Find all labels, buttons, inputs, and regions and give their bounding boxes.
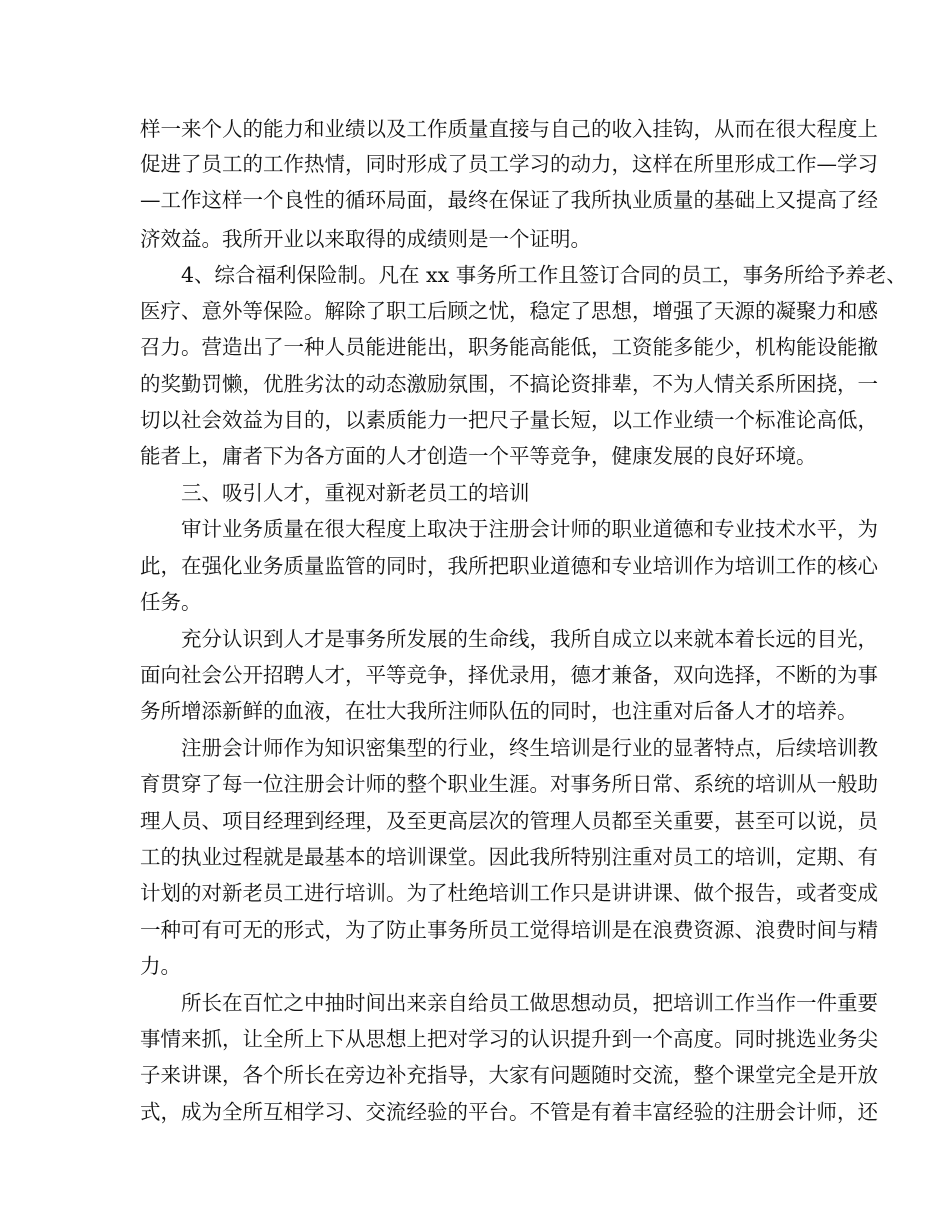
text-line: [0, 1098, 950, 1126]
text-line: [0, 333, 950, 361]
line-text: 切以社会效益为目的，以素质能力一把尺子量长短，以工作业绩一个标准论高低，: [140, 408, 878, 432]
text-line: [0, 807, 950, 835]
section-heading-text: 三、吸引人才，重视对新老员工的培训: [181, 481, 530, 505]
line-text: 事情来抓，让全所上下从思想上把对学习的认识提升到一个高度。同时挑选业务尖: [140, 1027, 878, 1051]
text-line: [0, 261, 950, 289]
text-line: [0, 734, 950, 762]
text-line: [0, 916, 950, 944]
text-line: [0, 552, 950, 580]
text-line: [0, 625, 950, 653]
text-line: [0, 515, 950, 543]
line-text: 注册会计师作为知识密集型的行业，终生培训是行业的显著特点，后续培训教: [181, 736, 878, 760]
text-line: [0, 370, 950, 398]
text-line: [0, 952, 950, 980]
line-text: 促进了员工的工作热情，同时形成了员工学习的动力，这样在所里形成工作—学习: [140, 152, 878, 176]
line-text: —工作这样一个良性的循环局面，最终在保证了我所执业质量的基础上又提高了经: [140, 188, 878, 212]
text-line: [0, 406, 950, 434]
text-line: [0, 843, 950, 871]
line-text: 济效益。我所开业以来取得的成绩则是一个证明。: [140, 227, 591, 251]
text-line: [0, 1025, 950, 1053]
line-text: 任务。: [140, 590, 202, 614]
line-text: 理人员、项目经理到经理，及至更高层次的管理人员都至关重要，甚至可以说，员: [140, 809, 878, 833]
line-text: 务所增添新鲜的血液，在壮大我所注师队伍的同时，也注重对后备人才的培养。: [140, 699, 858, 723]
text-line: [0, 661, 950, 689]
section-heading: [0, 479, 950, 507]
line-text: 育贯穿了每一位注册会计师的整个职业生涯。对事务所日常、系统的培训从一般助: [140, 772, 878, 796]
line-text: 面向社会公开招聘人才，平等竞争，择优录用，德才兼备，双向选择，不断的为事: [140, 663, 878, 687]
line-text: 子来讲课，各个所长在旁边补充指导，大家有问题随时交流，整个课堂完全是开放: [140, 1063, 878, 1087]
line-text: 工的执业过程就是最基本的培训课堂。因此我所特别注重对员工的培训，定期、有: [140, 845, 878, 869]
line-text: 式，成为全所互相学习、交流经验的平台。不管是有着丰富经验的注册会计师，还: [140, 1100, 878, 1124]
text-line: [0, 697, 950, 725]
text-line: [0, 1061, 950, 1089]
line-text: 所长在百忙之中抽时间出来亲自给员工做思想动员，把培训工作当作一件重要: [181, 991, 878, 1015]
line-text: 的奖勤罚懒，优胜劣汰的动态激励氛围，不搞论资排辈，不为人情关系所困挠，一: [140, 372, 878, 396]
line-text: 医疗、意外等保险。解除了职工后顾之忧，稳定了思想，增强了天源的凝聚力和感: [140, 299, 878, 323]
text-line: [0, 186, 950, 214]
text-line: [0, 989, 950, 1017]
line-text: 计划的对新老员工进行培训。为了杜绝培训工作只是讲讲课、做个报告，或者变成: [140, 881, 878, 905]
line-text: 能者上，庸者下为各方面的人才创造一个平等竞争，健康发展的良好环境。: [140, 444, 817, 468]
text-line: [0, 588, 950, 616]
text-line: [0, 442, 950, 470]
line-text: 审计业务质量在很大程度上取决于注册会计师的职业道德和专业技术水平，为: [181, 517, 878, 541]
text-line: [0, 115, 950, 143]
line-text: 4、综合福利保险制。凡在 xx 事务所工作且签订合同的员工，事务所给予养老、: [181, 263, 907, 287]
line-text: 力。: [140, 954, 181, 978]
text-line: [0, 879, 950, 907]
text-line: [0, 225, 950, 253]
line-text: 充分认识到人才是事务所发展的生命线，我所自成立以来就本着长远的目光，: [181, 627, 878, 651]
line-text: 召力。营造出了一种人员能进能出，职务能高能低，工资能多能少，机构能设能撤: [140, 335, 878, 359]
line-text: 此，在强化业务质量监管的同时，我所把职业道德和专业培训作为培训工作的核心: [140, 554, 878, 578]
line-text: 一种可有可无的形式，为了防止事务所员工觉得培训是在浪费资源、浪费时间与精: [140, 918, 878, 942]
line-text: 样一来个人的能力和业绩以及工作质量直接与自己的收入挂钩，从而在很大程度上: [140, 117, 878, 141]
text-line: [0, 150, 950, 178]
text-line: [0, 297, 950, 325]
text-line: [0, 770, 950, 798]
